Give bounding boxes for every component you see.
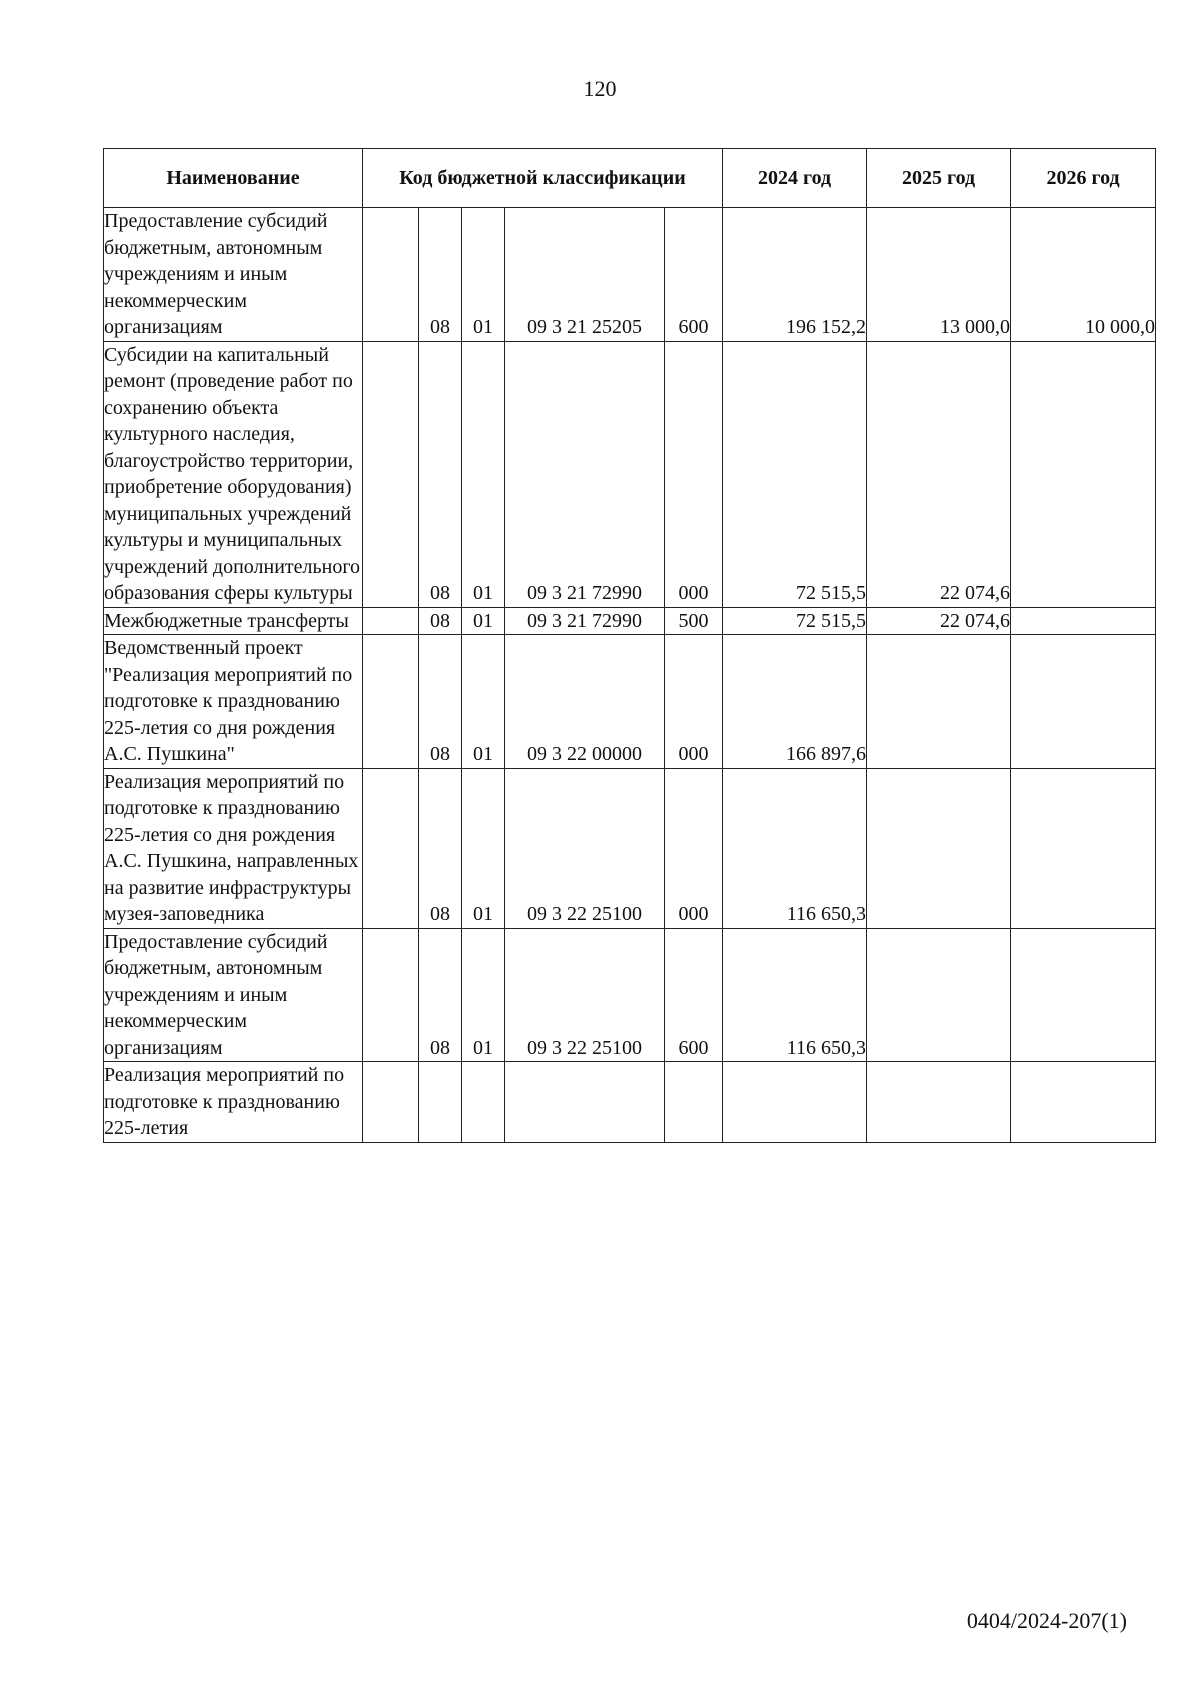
row-name: Предоставление субсидий бюджетным, автономным учреждениям и иным некоммерческим организациям [104, 208, 363, 342]
header-2025: 2025 год [867, 149, 1011, 208]
value-2025: 22 074,6 [867, 341, 1011, 607]
code-target-article: 09 3 21 72990 [505, 341, 665, 607]
header-2026: 2026 год [1011, 149, 1156, 208]
value-2024 [723, 1062, 867, 1143]
value-2024: 116 650,3 [723, 928, 867, 1062]
value-2025: 13 000,0 [867, 208, 1011, 342]
table-row [104, 208, 1156, 342]
code-target-article: 09 3 22 00000 [505, 635, 665, 769]
table-row [104, 635, 1156, 769]
code-expense-type: 000 [665, 768, 723, 928]
code-expense-type: 600 [665, 928, 723, 1062]
table-row [104, 1062, 1156, 1143]
table-row [104, 341, 1156, 607]
code-expense-type [665, 1062, 723, 1143]
code-expense-type: 500 [665, 607, 723, 635]
table-row [104, 607, 1156, 635]
document-code: 0404/2024-207(1) [966, 1608, 1127, 1633]
code-part-0 [363, 928, 419, 1062]
page-number: 120 [583, 76, 617, 101]
code-subsection: 01 [462, 928, 505, 1062]
code-target-article: 09 3 22 25100 [505, 928, 665, 1062]
value-2026 [1011, 607, 1156, 635]
code-section: 08 [419, 607, 462, 635]
code-expense-type: 600 [665, 208, 723, 342]
code-expense-type: 000 [665, 635, 723, 769]
row-name: Субсидии на капитальный ремонт (проведение работ по сохранению объекта культурного наследия, благоустройство территории, приобретение оборудования) муниципальных учреждений культуры и муниципальных учреждений дополнительного образования сферы культуры [104, 341, 363, 607]
value-2026 [1011, 768, 1156, 928]
code-part-0 [363, 607, 419, 635]
code-section: 08 [419, 928, 462, 1062]
value-2025 [867, 928, 1011, 1062]
budget-table [103, 148, 1156, 1143]
row-name: Ведомственный проект "Реализация мероприятий по подготовке к празднованию 225-летия со дня рождения А.С. Пушкина" [104, 635, 363, 769]
row-name: Межбюджетные трансферты [104, 607, 363, 635]
code-section: 08 [419, 208, 462, 342]
row-name: Реализация мероприятий по подготовке к празднованию 225-летия [104, 1062, 363, 1143]
code-section [419, 1062, 462, 1143]
code-subsection: 01 [462, 635, 505, 769]
code-subsection: 01 [462, 208, 505, 342]
value-2024: 116 650,3 [723, 768, 867, 928]
code-section: 08 [419, 768, 462, 928]
code-part-0 [363, 635, 419, 769]
code-part-0 [363, 768, 419, 928]
header-2024: 2024 год [723, 149, 867, 208]
value-2025 [867, 1062, 1011, 1143]
code-section: 08 [419, 341, 462, 607]
value-2025: 22 074,6 [867, 607, 1011, 635]
value-2026 [1011, 635, 1156, 769]
code-subsection: 01 [462, 341, 505, 607]
row-name: Предоставление субсидий бюджетным, автономным учреждениям и иным некоммерческим организациям [104, 928, 363, 1062]
value-2026 [1011, 1062, 1156, 1143]
value-2026 [1011, 341, 1156, 607]
header-code: Код бюджетной классификации [363, 149, 723, 208]
value-2026: 10 000,0 [1011, 208, 1156, 342]
code-part-0 [363, 341, 419, 607]
header-name: Наименование [104, 149, 363, 208]
code-section: 08 [419, 635, 462, 769]
code-target-article: 09 3 22 25100 [505, 768, 665, 928]
value-2024: 72 515,5 [723, 607, 867, 635]
value-2024: 196 152,2 [723, 208, 867, 342]
value-2024: 166 897,6 [723, 635, 867, 769]
header-row [104, 149, 1156, 208]
row-name: Реализация мероприятий по подготовке к празднованию 225-летия со дня рождения А.С. Пушкина, направленных на развитие инфраструктуры музея-заповедника [104, 768, 363, 928]
code-subsection [462, 1062, 505, 1143]
value-2025 [867, 635, 1011, 769]
code-target-article: 09 3 21 72990 [505, 607, 665, 635]
code-part-0 [363, 1062, 419, 1143]
code-subsection: 01 [462, 768, 505, 928]
table-row [104, 928, 1156, 1062]
value-2026 [1011, 928, 1156, 1062]
code-target-article [505, 1062, 665, 1143]
code-expense-type: 000 [665, 341, 723, 607]
code-target-article: 09 3 21 25205 [505, 208, 665, 342]
code-part-0 [363, 208, 419, 342]
value-2024: 72 515,5 [723, 341, 867, 607]
table-row [104, 768, 1156, 928]
code-subsection: 01 [462, 607, 505, 635]
value-2025 [867, 768, 1011, 928]
